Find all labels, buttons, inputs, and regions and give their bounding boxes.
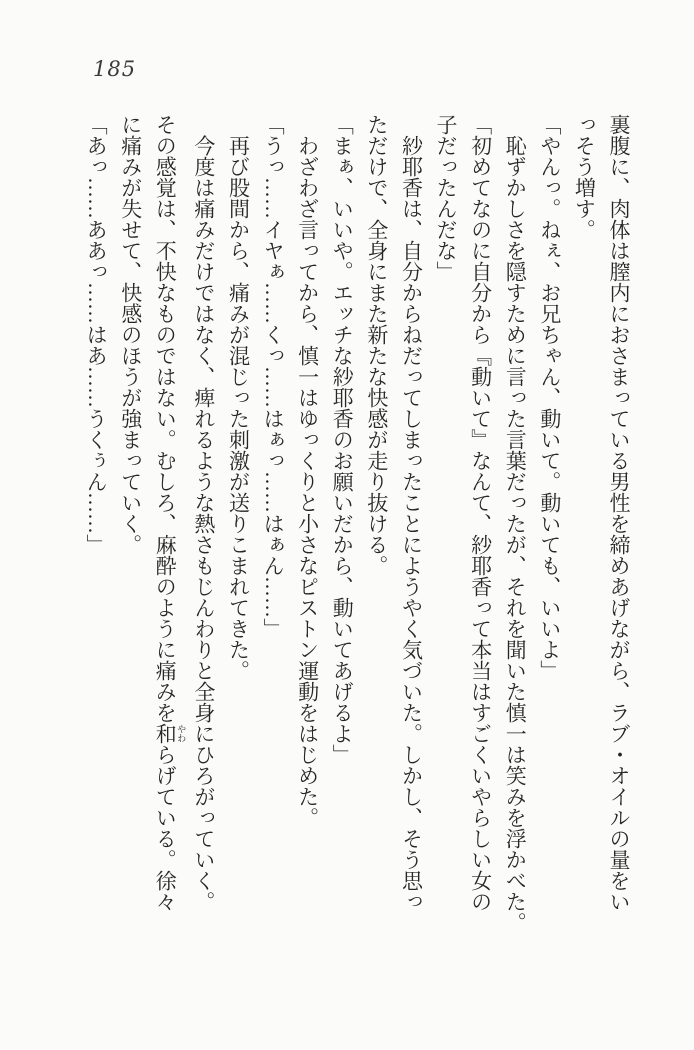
text-line: 「やんっ。ねぇ、お兄ちゃん、動いて。動いても、いいよ」 (537, 114, 562, 681)
furigana-ruby: 和 やわ (153, 723, 187, 744)
text-line: 今度は痛みだけではなく、痺れるような熱さもじんわりと全身にひろがっていく。 (191, 135, 216, 912)
text-line: に痛みが失せて、快感のほうが強まっていく。 (118, 114, 143, 555)
text-line: 「まぁ、いいや。エッチな紗耶香のお願いだから、動いてあげるよ」 (330, 114, 355, 765)
page-number: 185 (93, 57, 137, 81)
text-line: っそう増す。 (572, 114, 597, 240)
text-line: ただけで、全身にまた新たな快感が走り抜ける。 (364, 114, 389, 576)
text-line: 「うっ……イヤぁ……くっ……はぁっ……はぁん……」 (261, 114, 286, 639)
text-line: 再び股間から、痛みが混じった刺激が送りこまれてきた。 (226, 135, 251, 681)
text-line: その感覚は、不快なものではない。むしろ、麻酔のように痛みを和 やわらげている。徐々 (153, 114, 187, 912)
text-line: わざわざ言ってから、慎一はゆっくりと小さなピストン運動をはじめた。 (295, 135, 320, 828)
text-line: 子だったんだな」 (434, 114, 459, 282)
text-line: 恥ずかしさを隠すために言った言葉だったが、それを聞いた慎一は笑みを浮かべた。 (503, 135, 528, 933)
text-line: 裏腹に、肉体は膣内におさまっている男性を締めあげながら、ラブ・オイルの量をい (607, 114, 631, 912)
text-line: 紗耶香は、自分からねだってしまったことにようやく気づいた。しかし、そう思っ (399, 135, 424, 912)
furigana-reading: やわ (176, 723, 187, 744)
text-line: 「あっ……ああっ……はあ……うくぅん……」 (84, 114, 109, 555)
text-block (79, 114, 637, 986)
text-line: 「初めてなのに自分から『動いて』なんて、紗耶香って本当はすごくいやらしい女の (468, 114, 493, 912)
